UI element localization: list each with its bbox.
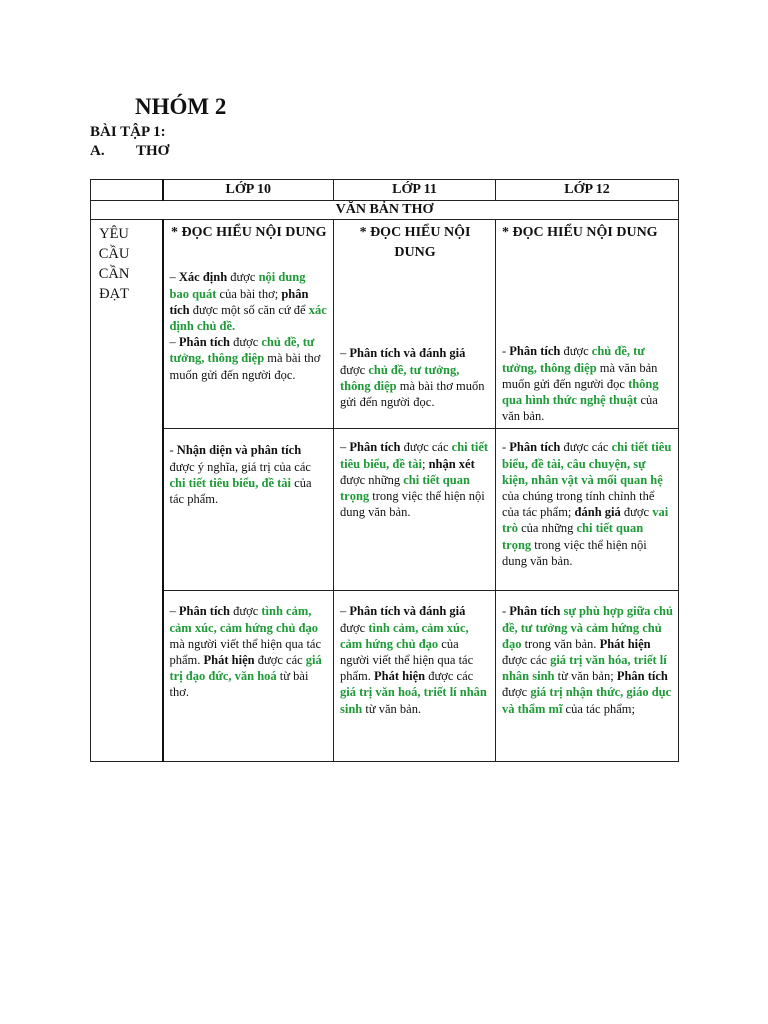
cell-title: * ĐỌC HIỂU NỘI DUNG — [170, 225, 327, 241]
section-number: A. — [90, 143, 105, 159]
curriculum-table — [90, 179, 679, 762]
cell-paragraph: – Phân tích được tình cảm, cảm xúc, cảm hứng chủ đạo mà người viết thể hiện qua tác phẩm. Phát hiện được các giá trị đạo đức, văn hoá từ bài thơ. — [169, 604, 322, 700]
table-row — [91, 591, 679, 762]
cell-lop11-details — [334, 429, 496, 591]
cell-title: * ĐỌC HIỂU NỘI DUNG — [502, 225, 658, 241]
column-header-lop10: LỚP 10 — [163, 180, 334, 201]
cell-paragraph: - Nhận diện và phân tích được ý nghĩa, giá trị của các chi tiết tiêu biểu, đề tài của tác phẩm. — [169, 443, 312, 507]
cell-paragraph: - Phân tích được các chi tiết tiêu biểu, đề tài, câu chuyện, sự kiện, nhân vật và mối quan hệ của chúng trong tính chỉnh thể của tác phẩm; đánh giá được vai trò của những chi tiết quan trọng trong việc thể hiện nội dung văn bản. — [502, 440, 672, 568]
row-label-cell — [91, 220, 163, 762]
table-row — [91, 429, 679, 591]
column-header-lop12: LỚP 12 — [496, 180, 679, 201]
cell-lop12-reading — [496, 220, 679, 429]
cell-lop10-reading — [163, 220, 334, 429]
cell-paragraph: - Phân tích sự phù hợp giữa chủ đề, tư tưởng và cảm hứng chủ đạo trong văn bản. Phát hiện được các giá trị văn hóa, triết lí nhân sinh từ văn bản; Phân tích được giá trị nhận thức, giáo dục và thẩm mĩ của tác phẩm; — [502, 604, 673, 716]
cell-lop11-reading — [334, 220, 496, 429]
cell-lop10-details — [163, 429, 334, 591]
cell-paragraph: – Phân tích và đánh giá được chủ đề, tư tưởng, thông điệp mà bài thơ muốn gửi đến người đọc. — [340, 346, 485, 410]
section-heading — [90, 143, 169, 160]
cell-paragraph: – Phân tích được chủ đề, tư tưởng, thông điệp mà bài thơ muốn gửi đến người đọc. — [169, 335, 321, 382]
cell-paragraph: – Phân tích được các chi tiết tiêu biểu, đề tài; nhận xét được những chi tiết quan trọng trong việc thể hiện nội dung văn bản. — [340, 440, 489, 520]
exercise-heading: BÀI TẬP 1: — [90, 124, 166, 140]
span-row-label: VĂN BẢN THƠ — [91, 201, 679, 220]
cell-lop12-details — [496, 429, 679, 591]
column-header-lop11: LỚP 11 — [334, 180, 496, 201]
header-empty-cell — [91, 180, 163, 201]
cell-paragraph: – Xác định được nội dung bao quát của bài thơ; phân tích được một số căn cứ để xác định chủ đề. — [169, 270, 327, 334]
cell-lop12-emotion — [496, 591, 679, 762]
section-name: THƠ — [136, 143, 170, 159]
cell-paragraph: – Phân tích và đánh giá được tình cảm, cảm xúc, cảm hứng chủ đạo của người viết thể hiện qua tác phẩm. Phát hiện được các giá trị văn hoá, triết lí nhân sinh từ văn bản. — [340, 604, 487, 716]
cell-paragraph: - Phân tích được chủ đề, tư tưởng, thông điệp mà văn bản muốn gửi đến người đọc thông qua hình thức nghệ thuật của văn bản. — [502, 344, 659, 424]
cell-lop11-emotion — [334, 591, 496, 762]
cell-lop10-emotion — [163, 591, 334, 762]
table-row — [91, 220, 679, 429]
header-row — [91, 180, 679, 201]
row-label: YÊU CẦU CẦN ĐẠT — [98, 226, 130, 303]
cell-title: * ĐỌC HIỂU NỘI DUNG — [359, 225, 471, 261]
span-row — [91, 201, 679, 220]
page-title: NHÓM 2 — [135, 94, 227, 119]
